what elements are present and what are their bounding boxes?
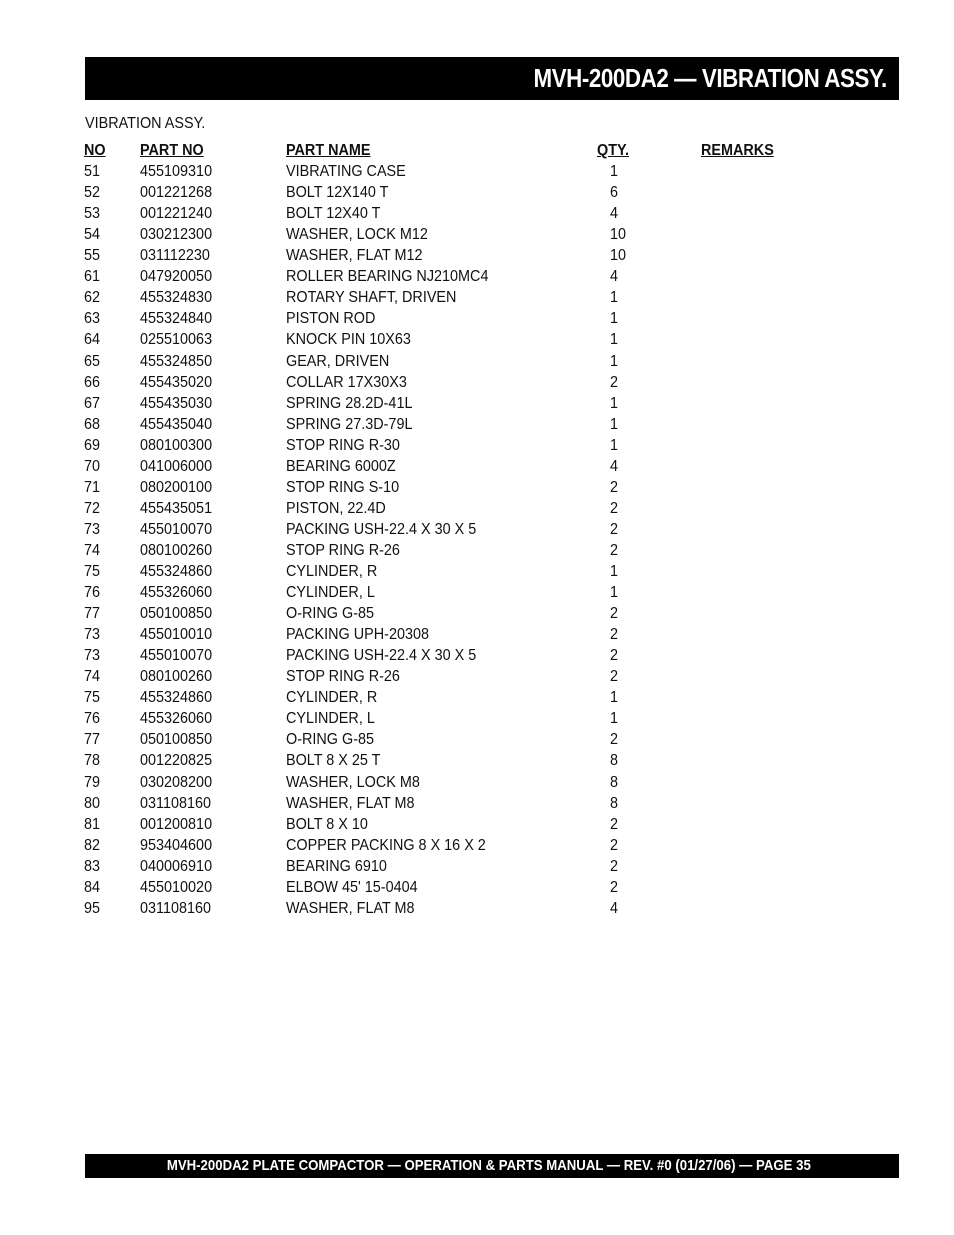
row-no: 72 [84, 499, 101, 517]
table-row [0, 500, 954, 521]
row-no: 95 [84, 899, 101, 917]
row-qty: 4 [610, 268, 619, 286]
row-qty: 4 [610, 205, 619, 223]
row-part-no: 455010070 [140, 520, 213, 538]
table-row [0, 289, 954, 310]
row-part-name: ELBOW 45' 15-0404 [286, 878, 418, 896]
section-label: VIBRATION ASSY. [85, 115, 206, 132]
row-part-no: 001200810 [140, 815, 213, 833]
row-part-no: 001220825 [140, 752, 213, 770]
row-no: 75 [84, 689, 101, 707]
row-no: 63 [84, 310, 101, 328]
row-part-name: BEARING 6000Z [286, 457, 396, 475]
row-no: 52 [84, 184, 101, 202]
row-part-name: PACKING UPH-20308 [286, 626, 429, 644]
row-qty: 1 [610, 584, 619, 601]
row-no: 68 [84, 415, 101, 433]
row-qty: 10 [610, 226, 627, 244]
row-qty: 1 [610, 710, 619, 728]
row-qty: 2 [610, 373, 619, 391]
table-row [0, 731, 954, 752]
row-qty: 2 [610, 857, 619, 875]
table-row [0, 416, 954, 437]
row-qty: 2 [610, 520, 619, 538]
row-part-name: WASHER, FLAT M12 [286, 247, 423, 265]
row-no: 74 [84, 668, 101, 686]
row-part-no: 455435020 [140, 373, 213, 391]
row-part-name: O-RING G-85 [286, 605, 375, 622]
row-part-name: CYLINDER, L [286, 710, 375, 728]
row-part-no: 025510063 [140, 331, 213, 349]
table-row [0, 205, 954, 226]
row-part-no: 047920050 [140, 268, 213, 286]
page-title-bar [85, 57, 899, 100]
row-part-name: BOLT 12X40 T [286, 205, 381, 223]
row-part-name: ROLLER BEARING NJ210MC4 [286, 268, 489, 286]
row-no: 69 [84, 436, 101, 454]
row-no: 55 [84, 247, 101, 265]
row-qty: 1 [610, 289, 619, 307]
row-part-name: STOP RING R-26 [286, 668, 400, 686]
row-part-name: ROTARY SHAFT, DRIVEN [286, 289, 457, 307]
row-qty: 8 [610, 794, 619, 812]
row-part-name: COPPER PACKING 8 X 16 X 2 [286, 836, 486, 854]
row-no: 77 [84, 605, 101, 622]
table-row [0, 247, 954, 268]
row-part-name: SPRING 28.2D-41L [286, 394, 413, 412]
row-part-name: CYLINDER, R [286, 563, 378, 580]
table-row [0, 331, 954, 352]
row-part-name: KNOCK PIN 10X63 [286, 331, 411, 349]
row-part-name: PACKING USH-22.4 X 30 X 5 [286, 647, 477, 665]
row-qty: 10 [610, 247, 627, 265]
row-part-name: BOLT 8 X 10 [286, 815, 368, 833]
table-row [0, 837, 954, 858]
row-no: 84 [84, 878, 101, 896]
row-part-name: BOLT 12X140 T [286, 184, 389, 202]
row-no: 80 [84, 794, 101, 812]
table-row [0, 795, 954, 816]
row-qty: 2 [610, 499, 619, 517]
table-row [0, 521, 954, 542]
row-qty: 1 [610, 436, 619, 454]
row-part-name: PACKING USH-22.4 X 30 X 5 [286, 520, 477, 538]
header-no: NO [84, 142, 106, 159]
row-no: 77 [84, 731, 101, 749]
row-part-name: CYLINDER, R [286, 689, 378, 707]
row-qty: 2 [610, 605, 619, 622]
page-title: MVH-200DA2 — VIBRATION ASSY. [533, 63, 887, 93]
table-row [0, 458, 954, 479]
row-qty: 1 [610, 415, 619, 433]
row-no: 67 [84, 394, 101, 412]
row-no: 51 [84, 163, 101, 180]
table-row [0, 437, 954, 458]
table-row [0, 163, 954, 184]
row-part-no: 030208200 [140, 773, 213, 791]
row-part-name: COLLAR 17X30X3 [286, 373, 407, 391]
row-no: 83 [84, 857, 101, 875]
row-qty: 1 [610, 689, 619, 707]
row-no: 73 [84, 626, 101, 644]
row-part-name: WASHER, LOCK M8 [286, 773, 420, 791]
row-no: 73 [84, 520, 101, 538]
row-qty: 2 [610, 668, 619, 686]
row-no: 76 [84, 710, 101, 728]
row-no: 54 [84, 226, 101, 244]
row-no: 79 [84, 773, 101, 791]
row-qty: 6 [610, 184, 619, 202]
row-no: 65 [84, 352, 101, 370]
table-row [0, 668, 954, 689]
row-part-no: 455435040 [140, 415, 213, 433]
row-qty: 4 [610, 457, 619, 475]
header-remarks: REMARKS [701, 142, 774, 159]
row-qty: 1 [610, 331, 619, 349]
row-part-no: 953404600 [140, 836, 213, 854]
header-part-name: PART NAME [286, 142, 371, 159]
table-row [0, 689, 954, 710]
row-part-name: BEARING 6910 [286, 857, 387, 875]
table-row [0, 542, 954, 563]
row-no: 82 [84, 836, 101, 854]
header-qty: QTY. [597, 142, 630, 159]
row-part-name: STOP RING R-30 [286, 436, 400, 454]
row-part-no: 455010010 [140, 626, 213, 644]
row-part-no: 455326060 [140, 710, 213, 728]
row-part-name: WASHER, LOCK M12 [286, 226, 428, 244]
table-row [0, 395, 954, 416]
row-part-no: 080100260 [140, 668, 213, 686]
table-row [0, 479, 954, 500]
table-row [0, 584, 954, 605]
row-part-name: SPRING 27.3D-79L [286, 415, 413, 433]
table-row [0, 268, 954, 289]
table-row [0, 626, 954, 647]
row-part-no: 050100850 [140, 731, 213, 749]
row-part-name: BOLT 8 X 25 T [286, 752, 381, 770]
row-no: 75 [84, 563, 101, 580]
row-part-no: 050100850 [140, 605, 213, 622]
table-header [0, 142, 954, 163]
row-part-no: 455324840 [140, 310, 213, 328]
footer-bar [85, 1154, 899, 1178]
row-part-name: GEAR, DRIVEN [286, 352, 390, 370]
table-row [0, 752, 954, 773]
row-part-no: 041006000 [140, 457, 213, 475]
row-part-no: 455326060 [140, 584, 213, 601]
row-part-no: 031112230 [140, 247, 210, 265]
row-qty: 2 [610, 541, 619, 559]
row-qty: 1 [610, 394, 619, 412]
row-part-no: 455010070 [140, 647, 213, 665]
row-qty: 1 [610, 310, 619, 328]
row-part-no: 455324860 [140, 689, 213, 707]
table-row [0, 374, 954, 395]
row-part-no: 031108160 [140, 794, 212, 812]
row-no: 76 [84, 584, 101, 601]
table-row [0, 900, 954, 921]
row-qty: 4 [610, 899, 619, 917]
row-part-name: O-RING G-85 [286, 731, 375, 749]
row-part-name: CYLINDER, L [286, 584, 375, 601]
row-qty: 1 [610, 352, 619, 370]
row-part-no: 455010020 [140, 878, 213, 896]
row-part-name: PISTON ROD [286, 310, 376, 328]
row-part-name: WASHER, FLAT M8 [286, 899, 415, 917]
row-no: 78 [84, 752, 101, 770]
row-part-no: 040006910 [140, 857, 213, 875]
row-qty: 8 [610, 773, 619, 791]
row-part-no: 455324830 [140, 289, 213, 307]
row-no: 61 [84, 268, 101, 286]
row-no: 66 [84, 373, 101, 391]
row-part-no: 031108160 [140, 899, 212, 917]
row-no: 73 [84, 647, 101, 665]
row-part-name: STOP RING S-10 [286, 478, 400, 496]
row-qty: 2 [610, 815, 619, 833]
row-no: 81 [84, 815, 101, 833]
table-row [0, 816, 954, 837]
row-part-no: 455435051 [140, 499, 213, 517]
row-qty: 2 [610, 731, 619, 749]
table-row [0, 858, 954, 879]
table-row [0, 774, 954, 795]
row-part-no: 080100260 [140, 541, 213, 559]
footer-text: MVH-200DA2 PLATE COMPACTOR — OPERATION & PARTS MANUAL — REV. #0 (01/27/06) — PAGE 35 [166, 1157, 811, 1174]
row-qty: 8 [610, 752, 619, 770]
table-row [0, 563, 954, 584]
table-row [0, 605, 954, 626]
row-part-no: 080200100 [140, 478, 213, 496]
row-part-no: 455435030 [140, 394, 213, 412]
row-part-no: 080100300 [140, 436, 213, 454]
row-no: 70 [84, 457, 101, 475]
row-part-name: PISTON, 22.4D [286, 499, 386, 517]
row-no: 71 [84, 478, 101, 496]
row-qty: 2 [610, 478, 619, 496]
row-part-no: 001221268 [140, 184, 213, 202]
table-row [0, 310, 954, 331]
table-row [0, 647, 954, 668]
row-qty: 1 [610, 563, 619, 580]
row-qty: 2 [610, 626, 619, 644]
table-row [0, 710, 954, 731]
row-part-name: STOP RING R-26 [286, 541, 400, 559]
row-qty: 2 [610, 836, 619, 854]
table-row [0, 353, 954, 374]
row-part-no: 455324860 [140, 563, 213, 580]
row-part-no: 030212300 [140, 226, 213, 244]
row-part-name: WASHER, FLAT M8 [286, 794, 415, 812]
row-no: 53 [84, 205, 101, 223]
row-part-no: 001221240 [140, 205, 213, 223]
row-no: 64 [84, 331, 101, 349]
row-no: 62 [84, 289, 101, 307]
row-no: 74 [84, 541, 101, 559]
table-row [0, 226, 954, 247]
table-row [0, 879, 954, 900]
row-qty: 2 [610, 647, 619, 665]
row-part-name: VIBRATING CASE [286, 163, 406, 180]
header-part-no: PART NO [140, 142, 204, 159]
row-part-no: 455324850 [140, 352, 213, 370]
row-qty: 2 [610, 878, 619, 896]
row-qty: 1 [610, 163, 619, 180]
table-row [0, 184, 954, 205]
row-part-no: 455109310 [140, 163, 213, 180]
